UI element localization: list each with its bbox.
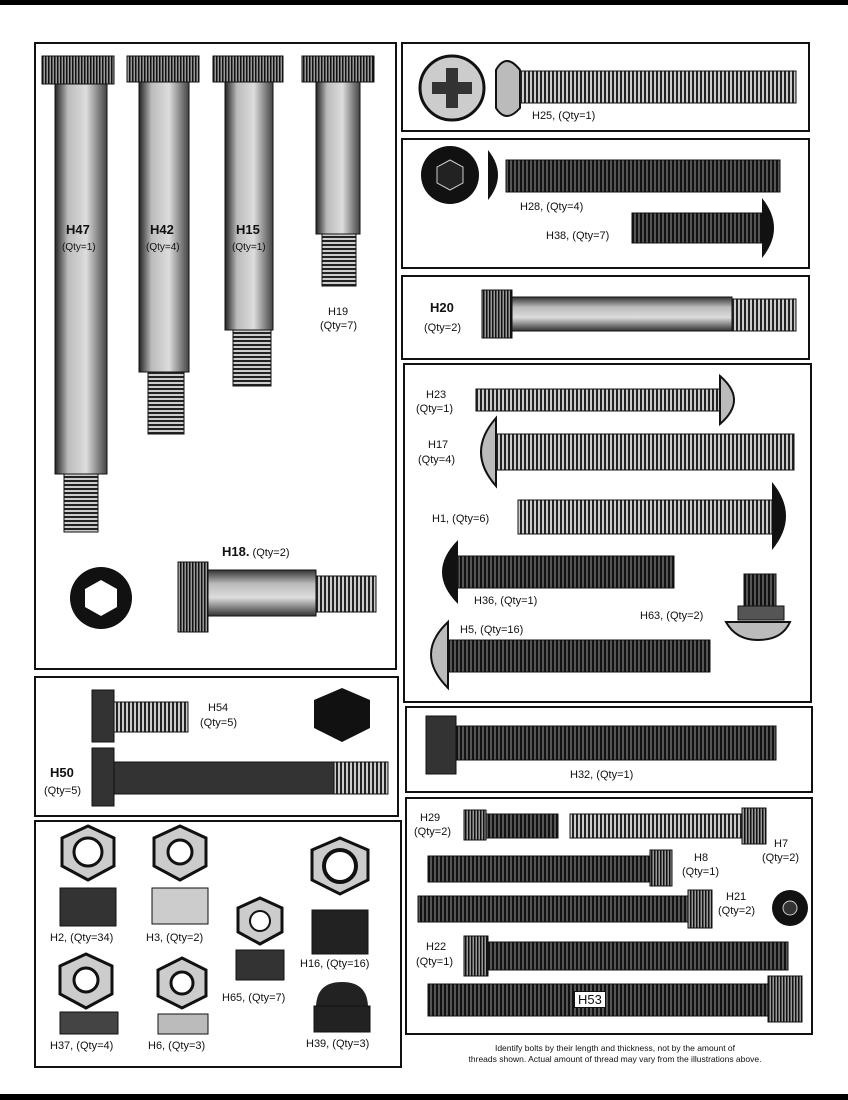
qty-h21: (Qty=2)	[718, 905, 755, 917]
qty-h15: (Qty=1)	[232, 242, 266, 253]
label-h25: H25, (Qty=1)	[532, 110, 596, 122]
qty-h19: (Qty=7)	[320, 320, 357, 332]
label-h54: H54	[208, 702, 229, 714]
bolt-h50	[92, 748, 388, 806]
qty-h47: (Qty=1)	[62, 242, 96, 253]
thread-note-line-2: threads shown. Actual amount of thread may vary from the illustrations above.	[468, 1054, 762, 1064]
nut-h37	[60, 954, 118, 1034]
bolt-h8	[428, 850, 672, 886]
label-h6: H6, (Qty=3)	[148, 1040, 206, 1052]
label-h38: H38, (Qty=7)	[546, 230, 610, 242]
bolt-h18	[178, 562, 376, 632]
label-h32: H32, (Qty=1)	[570, 769, 634, 781]
label-h29: H29	[420, 812, 441, 824]
bolt-h23	[476, 376, 734, 424]
bolt-h54	[92, 690, 188, 742]
qty-h23: (Qty=1)	[416, 403, 453, 415]
label-h47: H47	[66, 222, 90, 237]
bolt-h7	[570, 808, 766, 844]
bolt-h29	[464, 810, 558, 840]
label-h63: H63, (Qty=2)	[640, 610, 704, 622]
bolt-h19	[302, 56, 374, 286]
label-h3: H3, (Qty=2)	[146, 932, 204, 944]
label-h42: H42	[150, 222, 174, 237]
qty-h54: (Qty=5)	[200, 717, 237, 729]
label-h17: H17	[428, 439, 449, 451]
bolt-h38	[632, 198, 774, 258]
bolt-h17	[481, 418, 794, 486]
nut-h6	[158, 958, 208, 1034]
nut-h3	[152, 826, 208, 924]
qty-h7: (Qty=2)	[762, 852, 799, 864]
label-h18: H18. (Qty=2)	[222, 544, 290, 559]
label-h5: H5, (Qty=16)	[460, 624, 524, 636]
bolt-h47	[42, 56, 114, 532]
label-h22: H22	[426, 941, 447, 953]
label-h1: H1, (Qty=6)	[432, 513, 490, 525]
nut-h39	[314, 982, 370, 1032]
label-h39: H39, (Qty=3)	[306, 1038, 370, 1050]
label-h8: H8	[694, 852, 709, 864]
label-h20: H20	[430, 300, 454, 315]
bolt-h22	[464, 936, 788, 976]
label-h16: H16, (Qty=16)	[300, 958, 370, 970]
nut-h63	[726, 574, 790, 640]
bolt-h1	[518, 482, 786, 550]
nut-h65	[236, 898, 284, 980]
qty-h17: (Qty=4)	[418, 454, 455, 466]
label-h65: H65, (Qty=7)	[222, 992, 286, 1004]
qty-h42: (Qty=4)	[146, 242, 180, 253]
socket-head-end-icon	[70, 567, 132, 629]
bolt-h28	[421, 146, 780, 204]
label-h28: H28, (Qty=4)	[520, 201, 584, 213]
bolt-h32	[426, 716, 776, 774]
bolt-h15	[213, 56, 283, 386]
bolt-h53	[428, 976, 802, 1022]
label-h19: H19	[328, 306, 349, 318]
qty-h20: (Qty=2)	[424, 322, 461, 334]
label-h23: H23	[426, 389, 447, 401]
label-h50: H50	[50, 765, 74, 780]
nut-h16	[312, 838, 368, 954]
label-h15: H15	[236, 222, 260, 237]
label-h53: H53	[574, 991, 606, 1008]
qty-h50: (Qty=5)	[44, 785, 81, 797]
qty-h22: (Qty=1)	[416, 956, 453, 968]
label-h21: H21	[726, 891, 747, 903]
label-h37: H37, (Qty=4)	[50, 1040, 114, 1052]
label-h7: H7	[774, 838, 789, 850]
nut-h2	[60, 826, 116, 926]
label-h2: H2, (Qty=34)	[50, 932, 114, 944]
qty-h29: (Qty=2)	[414, 826, 451, 838]
hex-head-end-icon	[314, 688, 370, 742]
thread-note	[405, 1043, 825, 1065]
qty-h8: (Qty=1)	[682, 866, 719, 878]
bolt-h20	[482, 290, 796, 338]
label-h36: H36, (Qty=1)	[474, 595, 538, 607]
bolt-h25	[420, 56, 796, 120]
thread-note-line-1: Identify bolts by their length and thickness, not by the amount of	[494, 1043, 736, 1053]
